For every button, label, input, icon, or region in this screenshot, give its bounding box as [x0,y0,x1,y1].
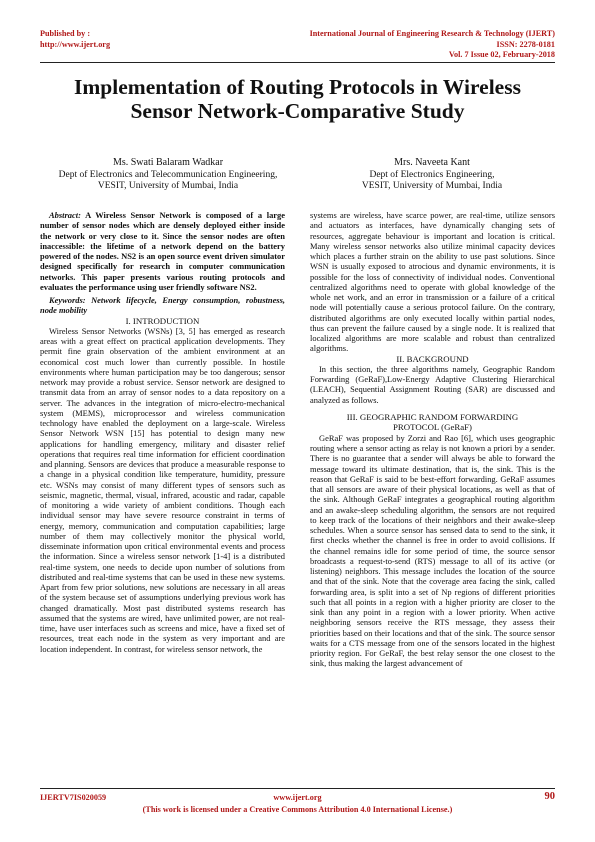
author-department: Dept of Electronics and Telecommunication Engineering, [58,169,278,180]
issn-label: ISSN: 2278-0181 [496,39,555,49]
introduction-paragraph-continued: systems are wireless, have scarce power, are real-time, utilize sensors and actuators as interfaces, have dynamically changing sets of resources, aggregate behaviour is important and location is critical. Many wireless sensor networks also utilize minimal capacity devices which places a further strain on the ability to use past solutions. Since WSN is usually exposed to atrocious and dynamic environments, it is possible for the loss of connectivity of individual nodes. Conventional centralized algorithms need to operate with global knowledge of the whole net work, and an error in transmission or a failure of a critical node will potentially cause a serious protocol failure. On the contrary, distributed algorithms are only executed locally within partial nodes, thus can prevent the failure caused by a single node. It is realized that localized algorithms are more scalable and robust than centralized algorithms. [310,210,555,354]
journal-name: International Journal of Engineering Research & Technology (IJERT) [309,29,555,38]
footer-divider [40,788,555,789]
keywords-text: Network lifecycle, Energy consumption, robustness, node mobility [40,295,285,316]
background-paragraph: In this section, the three algorithms namely, Geographic Random Forwarding (GeRaF),Low-Energy Adaptive Clustering Hierarchical (LEACH), Sequential Assignment Routing (SAR) are discussed and analyzed as follows. [310,363,555,405]
publisher-link[interactable]: http://www.ijert.org [40,39,111,49]
abstract [40,210,285,292]
author-block-2 [302,157,562,193]
author-department: Dept of Electronics Engineering, [369,169,495,180]
author-block-1 [38,157,298,193]
author-institution: VESIT, University of Mumbai, India [361,181,503,191]
footer-site-link[interactable]: www.ijert.org [273,793,322,802]
author-name: Mrs. Naveeta Kant [394,157,470,168]
keywords-label: Keywords: [49,295,86,305]
header-divider [40,62,555,63]
left-column [40,210,285,654]
section-heading-background: II. BACKGROUND [396,353,469,364]
introduction-paragraph: Wireless Sensor Networks (WSNs) [3, 5] has emerged as research areas with a great effect on practical application developments. They permit fine grain observation of the ambient environment at an economical cost much lower than currently possible. In hostile environments where human participation may be too dangerous; sensor network may provide a robust service. Sensor network are designed to transmit data from an array of sensor nodes to a data repository on a server. The advances in the integration of micro-electro-mechanical system (MEMS), microprocessor and wireless communication technology have enabled the deployment on a large-scale. Wireless Sensor Network WSN [15] has potential to design many new applications for handling emergency, military and disaster relief operations that requires real time information for efficient coordination and planning. Sensors are devices that produce a measurable response to a change in a physical condition like temperature, humidity, pressure etc. WSNs may consist of many different types of sensors such as seismic, magnetic, thermal, visual, infrared, acoustic and radar, capable of monitoring a wide variety of ambient conditions. Though each individual sensor may have severe resource constraint in terms of energy, memory, communication and computation capabilities; large number of them may collectively monitor the physical world, disseminate information upon critical environmental events and process the information. Since a wireless sensor network [1-4] is a distributed real-time system, one needs to decide upon number of solutions from distributed and real-time systems that can be used in these new systems. Apart from few prior solutions, new solutions are necessary in all areas of the system because set of assumptions underlying previous work has changed dramatically. Most past distributed systems research has assumed that the systems are wired, have unlimited power, are not real-time, have user interfaces such as screens and mice, have a fixed set of resources, treat each node in the system as very important and are location independent. In contrast, for wireless sensor network, the [40,325,285,654]
author-name: Ms. Swati Balaram Wadkar [112,157,224,168]
author-institution: VESIT, University of Mumbai, India [97,181,239,191]
paper-id: IJERTV7IS020059 [40,793,107,802]
section-heading-geraf-line-2: PROTOCOL (GeRaF) [393,422,472,433]
publisher-label: Published by : [40,29,91,38]
paper-title [40,75,555,123]
abstract-label: Abstract: [49,210,81,220]
keywords [40,295,285,316]
page-number: 90 [544,791,555,802]
section-heading-geraf [310,412,555,433]
right-column [310,210,555,669]
volume-issue-label: Vol. 7 Issue 02, February-2018 [448,50,555,59]
section-heading-introduction: I. INTRODUCTION [125,315,200,326]
paper-title-line-2: Sensor Network-Comparative Study [130,99,465,123]
running-header-left [40,29,110,50]
paper-title-line-1: Implementation of Routing Protocols in Wireless [74,75,521,99]
license-notice: (This work is licensed under a Creative Commons Attribution 4.0 International License.) [142,805,453,814]
abstract-text: A Wireless Sensor Network is composed of a large number of sensor nodes which are densely deployed either inside the network or very close to it. Since the sensor nodes are often inaccessible: the lifetime of a network depend on the battery powered of the nodes. NS2 is an open source event driven simulator designed specifically for research in computer communication networks. This paper presents various routing protocols and evaluates the performance using user friendly software NS2. [40,210,285,292]
section-heading-geraf-line-1: III. GEOGRAPHIC RANDOM FORWARDING [346,411,519,422]
running-header-right [310,29,555,61]
geraf-paragraph: GeRaF was proposed by Zorzi and Rao [6], which uses geographic routing where a sensor acting as relay is not known a priori by a sender. There is no guarantee that a sender will always be able to forward the message toward its ultimate destination, that is, the sink. This is the reason that GeRaF is said to be best-effort forwarding. GeRaF assumes that all sensors are aware of their physical locations, as well as that of the sink. Although GeRaF integrates a geographical routing algorithm and an awake-sleep scheduling algorithm, the sensors are not required to keep track of the locations of their neighbors and their awake-sleep schedules. When a source sensor has sensed data to send to the sink, it first checks whether the channel is free in order to avoid collisions. If the channel remains idle for some period of time, the source sensor broadcasts a request-to-send (RTS) message to all of its active (or listening) neighbors. This message includes the location of the source and that of the sink. Note that the coverage area facing the sink, called forwarding area, is split into a set of Np regions of different priorities such that all points in a region with a higher priority are closer to the sink than any point in a region with a lower priority. When active neighboring sensors receive the RTS message, they assess their priorities based on their locations and that of the sink. The source sensor waits for a CTS message from one of the sensors located in the highest priority region. For GeRaF, the best relay sensor the one closest to the sink, thus making the largest advancement of [310,432,555,669]
